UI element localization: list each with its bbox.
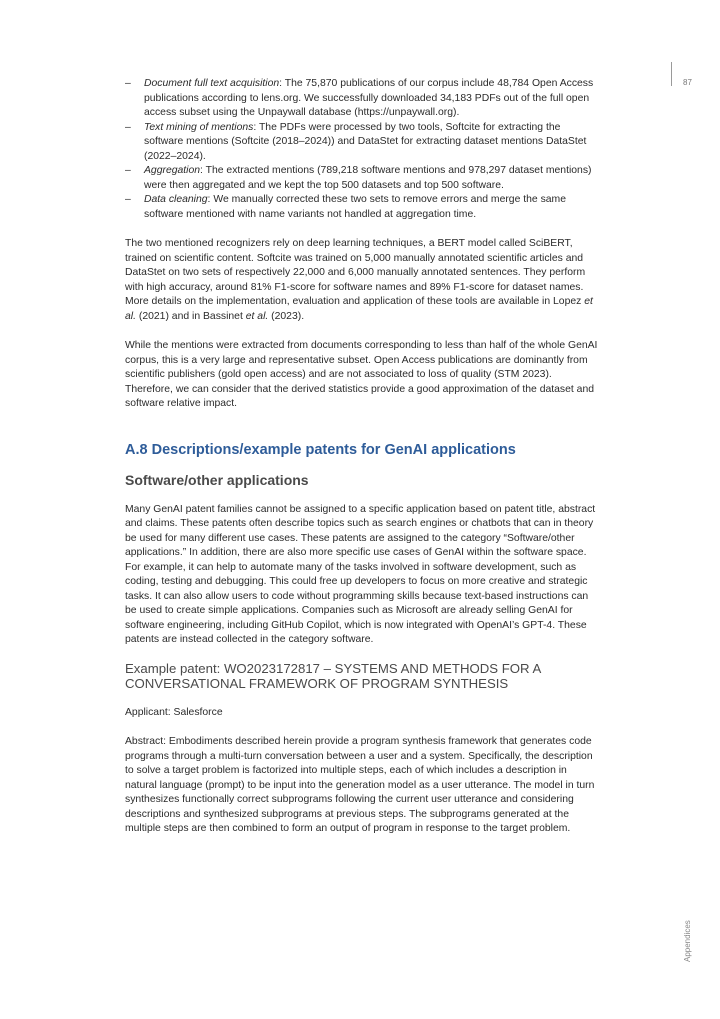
dash-marker: – bbox=[125, 165, 131, 176]
list-item bbox=[125, 77, 599, 121]
side-section-label: Appendices bbox=[683, 920, 692, 962]
page-body bbox=[125, 77, 599, 837]
applicant-line: Applicant: Salesforce bbox=[125, 706, 223, 718]
list-item bbox=[125, 121, 599, 165]
list-item-text: : The PDFs were processed by two tools, Softcite for extracting the software mentions (Softcite (2018–2024)) and DataStet for extracting dataset mentions DataStet (2022–2024). bbox=[144, 121, 587, 162]
recognizers-paragraph bbox=[125, 237, 599, 324]
list-item-text: : We manually corrected these two sets to remove errors and merge the same software mentioned with name variants not handled at aggregation time. bbox=[144, 194, 566, 220]
paragraph-text: (2023). bbox=[268, 310, 305, 322]
list-item-text: : The extracted mentions (789,218 software mentions and 978,297 dataset mentions) were then aggregated and we kept the top 500 datasets and top 500 software. bbox=[144, 165, 592, 191]
example-patent-heading: Example patent: WO2023172817 – SYSTEMS AND METHODS FOR A CONVERSATIONAL FRAMEWORK OF PROGRAM SYNTHESIS bbox=[125, 660, 541, 691]
page-number: 87 bbox=[683, 78, 692, 87]
subsection-heading: Software/other applications bbox=[125, 471, 309, 488]
methodology-steps-list bbox=[125, 77, 599, 222]
list-item-term: Aggregation bbox=[144, 165, 201, 176]
list-item bbox=[125, 193, 599, 222]
dash-marker: – bbox=[125, 121, 131, 133]
et-al-italic: et al. bbox=[125, 296, 593, 322]
paragraph-text: The two mentioned recognizers rely on deep learning techniques, a BERT model called SciBERT, trained on scientific content. Softcite was trained on 5,000 manually annotated scientific articles and DataStet on two sets of respectively 22,000 and 6,000 manually annotated sentences. They perform with high accuracy, around 81% F1-score for software names and 89% F1-score for dataset names. More details on the implementation, evaluation and application of these tools are available in Lopez bbox=[125, 238, 586, 307]
list-item-term: Data cleaning bbox=[144, 194, 208, 205]
list-item-term: Text mining of mentions bbox=[144, 121, 254, 133]
list-item bbox=[125, 164, 599, 193]
dash-marker: – bbox=[125, 78, 131, 89]
section-heading: A.8 Descriptions/example patents for GenAI applications bbox=[125, 441, 516, 458]
et-al-italic: et al. bbox=[245, 310, 269, 322]
list-item-text: : The 75,870 publications of our corpus include 48,784 Open Access publications according to lens.org. We successfully downloaded 34,183 PDFs out of the full open access subset using the Unpaywall database (https://unpaywall.org). bbox=[144, 78, 594, 118]
dash-marker: – bbox=[125, 194, 131, 205]
subset-paragraph: While the mentions were extracted from documents corresponding to less than half of the whole GenAI corpus, this is a very large and representative subset. Open Access publications are dominantly from scientific publishers (gold open access) and are not associated to loss of quality (STM 2023). Therefore, we can consider that the derived statistics provide a good approximation of the dataset and software relative impact. bbox=[125, 340, 598, 409]
software-applications-paragraph: Many GenAI patent families cannot be assigned to a specific application based on patent title, abstract and claims. These patents often describe topics such as search engines or chatbots that can in theory be used for many different use cases. These patents are assigned to the category “Software/other applications.” In addition, there are also more specific use cases of GenAI within the software space. For example, it can help to automate many of the tasks involved in software development, such as coding, testing and debugging. This could free up developers to focus on more creative and strategic tasks. It can also allow users to code without programming skills because text-based instructions can be used to create simple applications. Companies such as Microsoft are already selling GenAI for software engineering, including GitHub Copilot, which is now integrated with OpenAI’s GPT-4. These patents are instead collected in the category software. bbox=[125, 503, 596, 645]
paragraph-text: (2021) and in Bassinet bbox=[135, 310, 246, 322]
abstract-paragraph: Abstract: Embodiments described herein provide a program synthesis framework that generates code programs through a multi-turn conversation between a user and a system. Specifically, the description to solve a target problem is factorized into multiple steps, each of which includes a description in natural language (prompt) to be input into the generation model as a user utterance. The model in turn synthesizes functionally correct subprograms following the current user utterance and considering descriptions and synthesized subprograms at previous steps. The subprograms generated at the multiple steps are then combined to form an output of program in response to the target problem. bbox=[125, 736, 595, 834]
header-rule bbox=[671, 62, 672, 86]
list-item-term: Document full text acquisition bbox=[144, 78, 280, 89]
